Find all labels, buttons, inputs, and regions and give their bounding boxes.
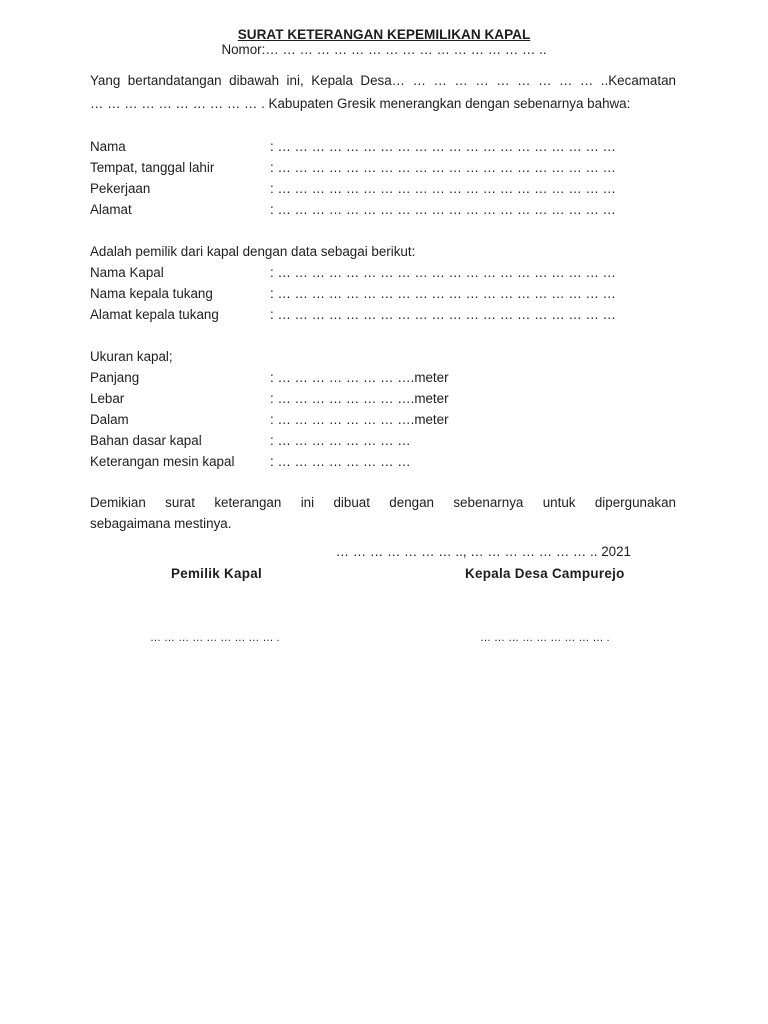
signature-blank-village-head: … … … … … … … … … . <box>480 632 610 644</box>
field-value-nama-kapal: : … … … … … … … … … … … … … … … … … … … … <box>270 265 616 280</box>
ship-intro: Adalah pemilik dari kapal dengan data sebagai berikut: <box>90 244 416 259</box>
intro-line-2: … … … … … … … … … … . Kabupaten Gresik menerangkan dengan sebenarnya bahwa: <box>90 96 631 111</box>
field-value-lebar: : … … … … … … … ….meter <box>270 391 449 406</box>
signature-title-owner: Pemilik Kapal <box>171 566 262 581</box>
field-label-kepala-tukang: Nama kepala tukang <box>90 286 213 301</box>
field-label-dalam: Dalam <box>90 412 129 427</box>
field-label-panjang: Panjang <box>90 370 140 385</box>
signature-title-village-head: Kepala Desa Campurejo <box>465 566 625 581</box>
field-value-alamat: : … … … … … … … … … … … … … … … … … … … … <box>270 202 616 217</box>
field-value-pekerjaan: : … … … … … … … … … … … … … … … … … … … … <box>270 181 616 196</box>
document-title: SURAT KETERANGAN KEPEMILIKAN KAPAL <box>237 27 531 42</box>
field-value-nama: : … … … … … … … … … … … … … … … … … … … … <box>270 139 616 154</box>
field-label-nama: Nama <box>90 139 126 154</box>
field-label-pekerjaan: Pekerjaan <box>90 181 151 196</box>
closing-line-1: Demikian surat keterangan ini dibuat dengan sebenarnya untuk dipergunakan <box>90 495 676 510</box>
field-value-kepala-tukang: : … … … … … … … … … … … … … … … … … … … … <box>270 286 616 301</box>
field-value-panjang: : … … … … … … … ….meter <box>270 370 449 385</box>
field-label-alamat-tukang: Alamat kepala tukang <box>90 307 219 322</box>
field-value-dalam: : … … … … … … … ….meter <box>270 412 449 427</box>
document-number: Nomor:… … … … … … … … … … … … … … … … .. <box>221 42 547 57</box>
date-line: … … … … … … … .., … … … … … … … .. 2021 <box>335 544 631 559</box>
field-value-alamat-tukang: : … … … … … … … … … … … … … … … … … … … … <box>270 307 616 322</box>
field-label-ttl: Tempat, tanggal lahir <box>90 160 215 175</box>
closing-line-2: sebagaimana mestinya. <box>90 516 232 531</box>
field-label-lebar: Lebar <box>90 391 125 406</box>
size-intro: Ukuran kapal; <box>90 349 173 364</box>
field-label-mesin: Keterangan mesin kapal <box>90 454 235 469</box>
field-label-bahan: Bahan dasar kapal <box>90 433 202 448</box>
field-value-ttl: : … … … … … … … … … … … … … … … … … … … … <box>270 160 616 175</box>
field-value-mesin: : … … … … … … … … <box>270 454 411 469</box>
field-value-bahan: : … … … … … … … … <box>270 433 411 448</box>
intro-line-1: Yang bertandatangan dibawah ini, Kepala Desa… … … … … … … … … … ..Kecamatan <box>90 73 676 88</box>
field-label-alamat: Alamat <box>90 202 132 217</box>
signature-blank-owner: … … … … … … … … … . <box>150 632 280 644</box>
field-label-nama-kapal: Nama Kapal <box>90 265 164 280</box>
